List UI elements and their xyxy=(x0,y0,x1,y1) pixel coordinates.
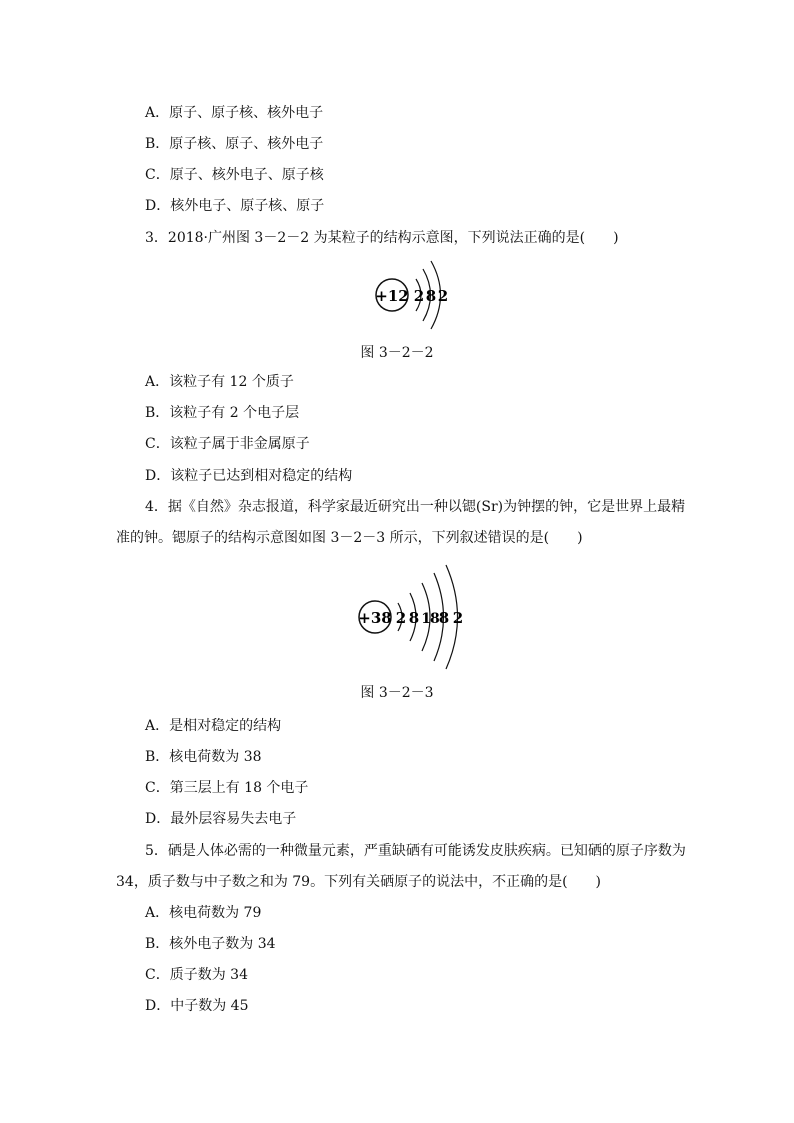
option-b: B．核电荷数为 38 xyxy=(145,749,262,765)
question-3-stem: 3．2018·广州图 3－2－2 为某粒子的结构示意图，下列说法正确的是( ) xyxy=(145,230,619,246)
option-b: B．原子核、原子、核外电子 xyxy=(145,136,324,152)
shell-electrons-4: 8 xyxy=(438,609,450,627)
shell-electrons-3: 2 xyxy=(437,287,449,305)
nucleus-charge: +12 xyxy=(375,287,409,305)
strontium-structure-diagram xyxy=(355,563,470,673)
magnesium-structure-diagram xyxy=(370,255,460,335)
option-c: C．质子数为 34 xyxy=(145,967,248,983)
option-b: B．该粒子有 2 个电子层 xyxy=(145,405,300,421)
question-4-stem-line-2: 准的钟。锶原子的结构示意图如图 3－2－3 所示，下列叙述错误的是( ) xyxy=(116,530,583,546)
option-b: B．核外电子数为 34 xyxy=(145,936,276,952)
option-a: A．原子、原子核、核外电子 xyxy=(145,105,324,121)
option-a: A．是相对稳定的结构 xyxy=(145,718,282,734)
option-d: D．中子数为 45 xyxy=(145,998,249,1014)
shell-electrons-2: 8 xyxy=(408,609,420,627)
option-d: D．核外电子、原子核、原子 xyxy=(145,198,325,214)
figure-caption-3-2-3: 图 3－2－3 xyxy=(360,685,434,701)
option-a: A．核电荷数为 79 xyxy=(145,905,262,921)
question-5-stem-line-2: 34，质子数与中子数之和为 79。下列有关硒原子的说法中，不正确的是( ) xyxy=(116,874,602,890)
nucleus-charge: +38 xyxy=(358,609,392,627)
question-4-stem-line-1: 4．据《自然》杂志报道，科学家最近研究出一种以锶(Sr)为钟摆的钟，它是世界上最精 xyxy=(145,499,686,515)
question-5-stem-line-1: 5．硒是人体必需的一种微量元素，严重缺硒有可能诱发皮肤疾病。已知硒的原子序数为 xyxy=(145,843,686,859)
option-c: C．该粒子属于非金属原子 xyxy=(145,436,310,452)
shell-electrons-1: 2 xyxy=(413,287,425,305)
shell-electrons-1: 2 xyxy=(395,609,407,627)
figure-caption-3-2-2: 图 3－2－2 xyxy=(360,345,434,361)
shell-electrons-5: 2 xyxy=(452,609,464,627)
option-a: A．该粒子有 12 个质子 xyxy=(145,374,294,390)
option-d: D．该粒子已达到相对稳定的结构 xyxy=(145,468,353,484)
option-d: D．最外层容易失去电子 xyxy=(145,811,297,827)
option-c: C．原子、核外电子、原子核 xyxy=(145,167,324,183)
shell-electrons-2: 8 xyxy=(425,287,437,305)
shell-electrons-3: 18 xyxy=(421,611,439,627)
option-c: C．第三层上有 18 个电子 xyxy=(145,780,309,796)
